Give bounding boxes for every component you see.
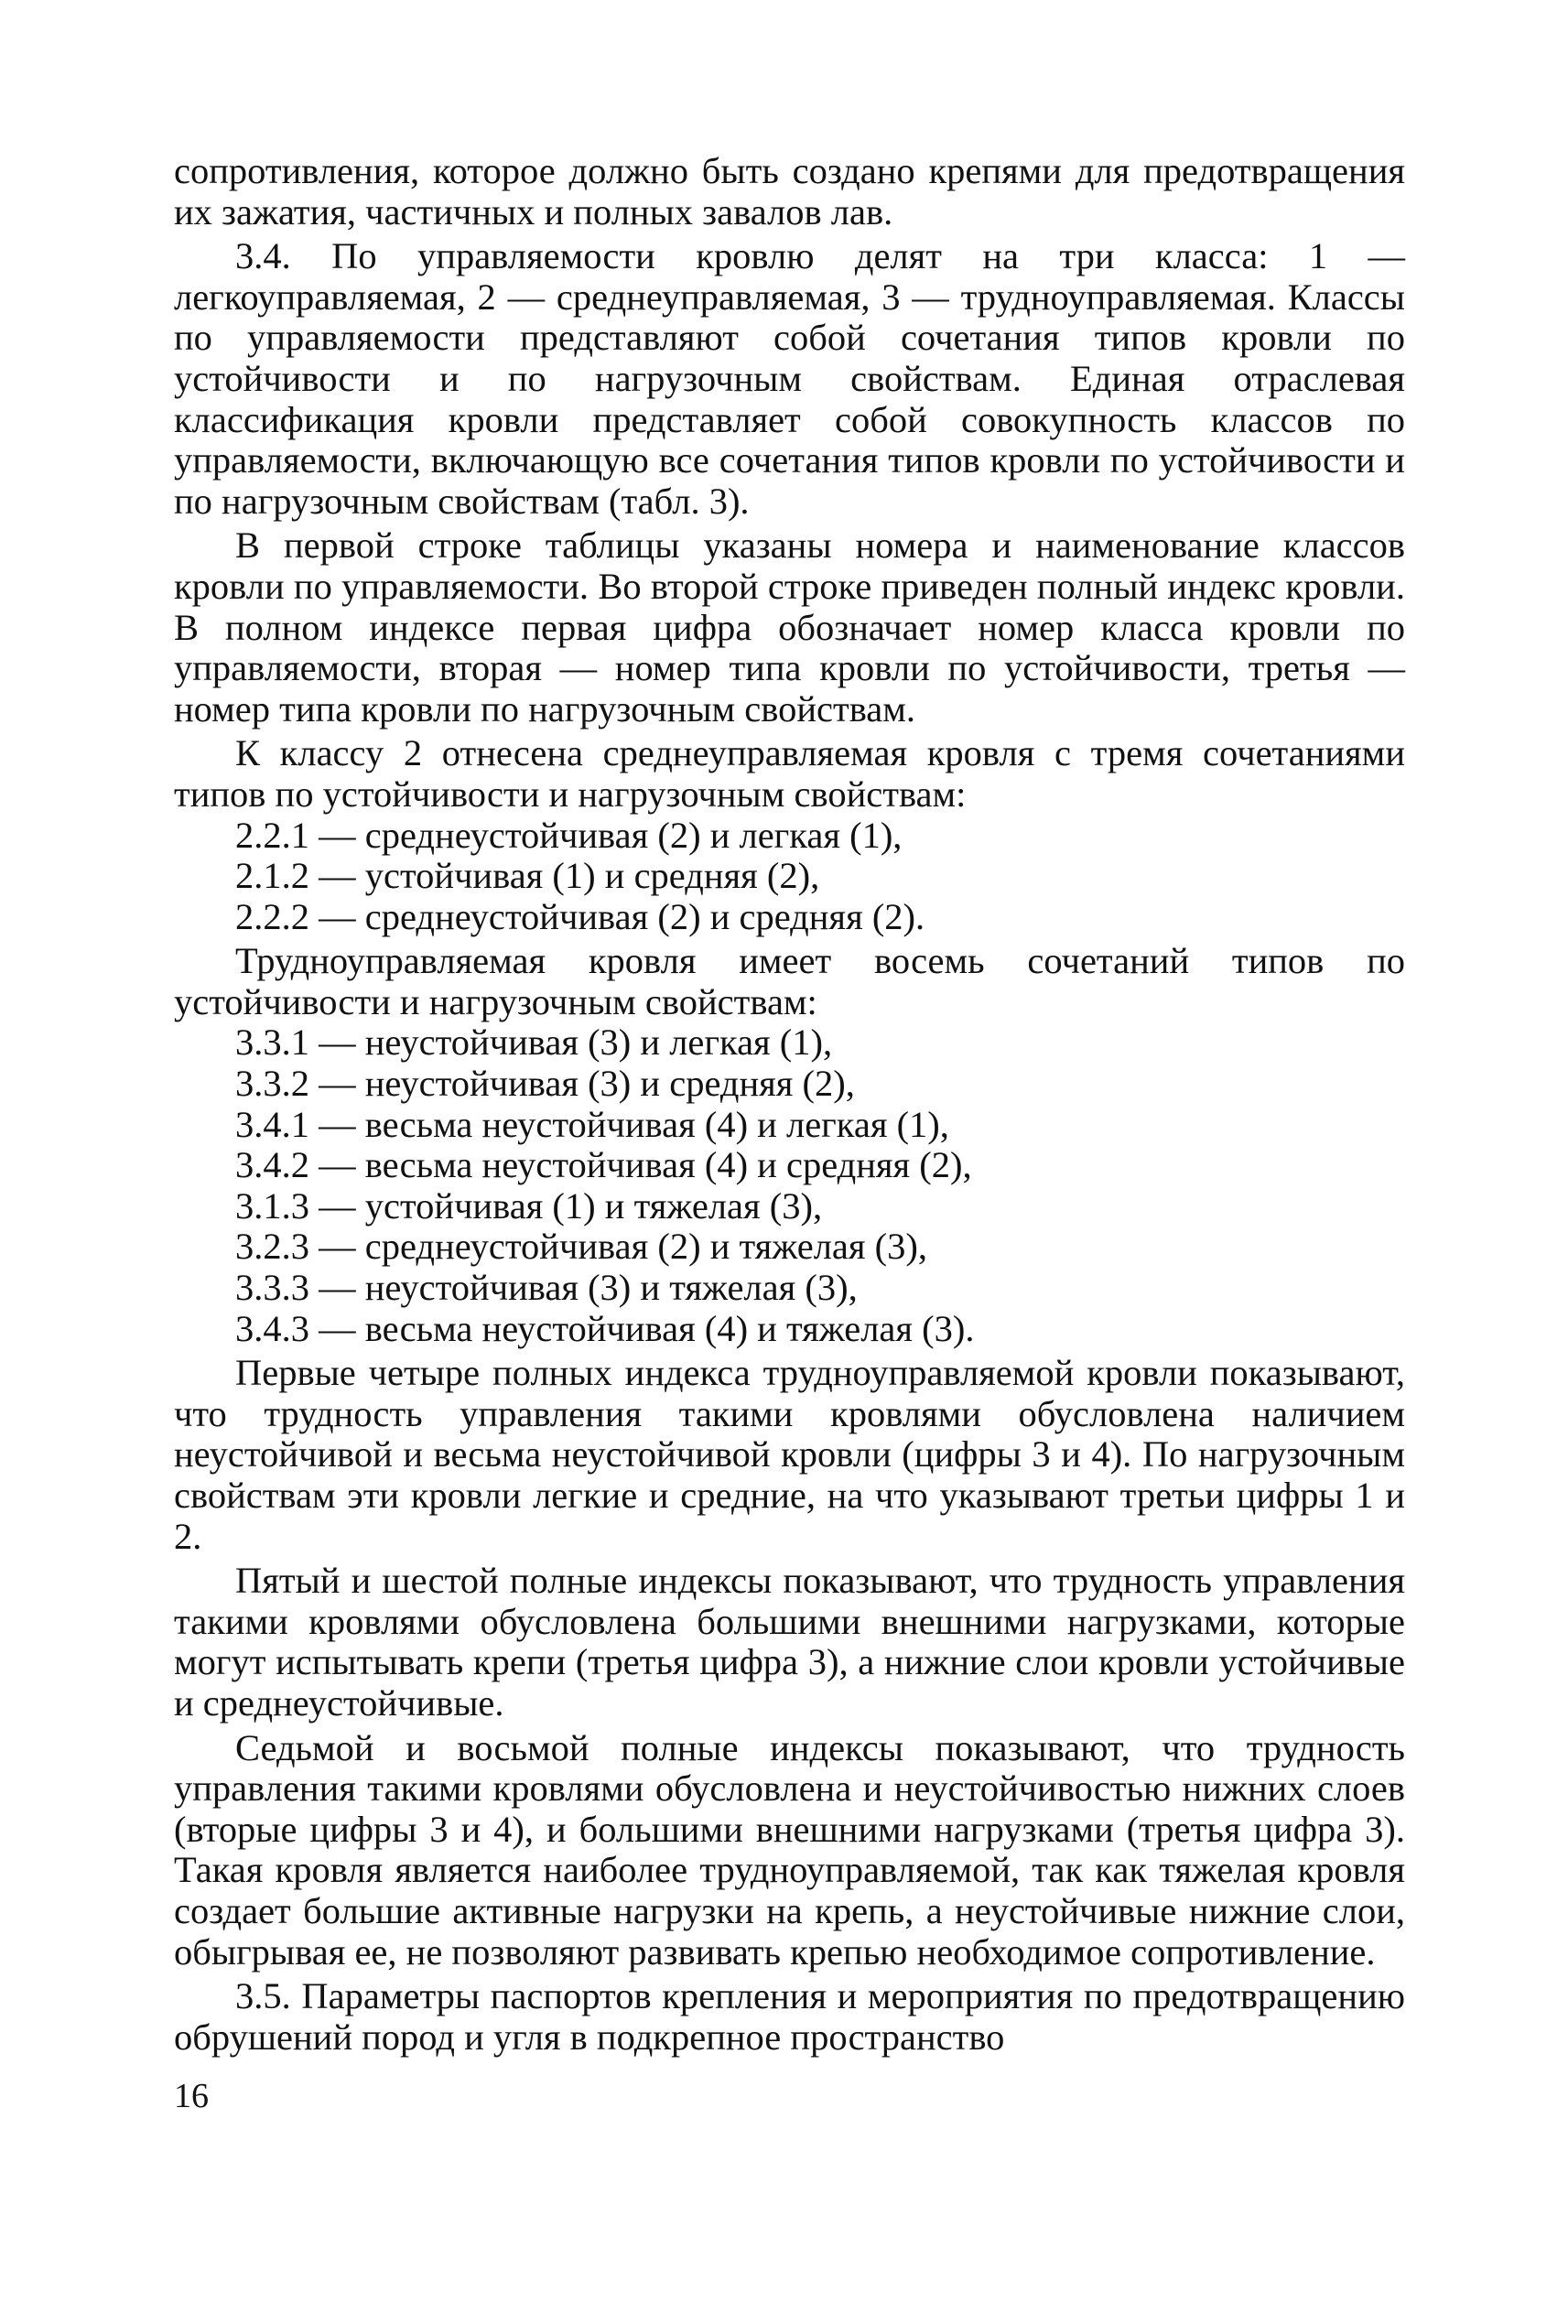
paragraph-table-rows: В первой строке таблицы указаны номера и наименование классов кровли по управляемости. Во второй строке приведен полный индекс кровли. В полном индексе первая цифра обозначает номер класса кровли по управляемости, вторая — номер типа кровли по устойчивости, третья — номер типа кровли по нагрузочным свойствам. [174,524,1405,730]
paragraph-class-3: Трудноуправляемая кровля имеет восемь сочетаний типов по устойчивости и нагрузочным свойствам: [174,940,1405,1022]
list-item-class-3: 3.4.1 — весьма неустойчивая (4) и легкая (1), [235,1103,949,1145]
list-item-class-2: 2.1.2 — устойчивая (1) и средняя (2), [235,855,820,897]
page-number: 16 [174,2077,209,2116]
list-item-class-3: 3.3.1 — неустойчивая (3) и легкая (1), [235,1021,833,1064]
paragraph-3-4: 3.4. По управляемости кровлю делят на три класса: 1 — легкоуправляемая, 2 — среднеуправляемая, 3 — трудноуправляемая. Классы по управляемости представляют собой сочетания типов кровли по устойчивости и по нагрузочным свойствам. Единая отраслевая классификация кровли представляет собой совокупность классов по управляемости, включающую все сочетания типов кровли по устойчивости и по нагрузочным свойствам (табл. 3). [174,235,1405,522]
paragraph-3-5: 3.5. Параметры паспортов крепления и мероприятия по предотвращению обрушений пород и угля в подкрепное пространство [174,1975,1405,2058]
list-item-class-3: 3.2.3 — среднеустойчивая (2) и тяжелая (3), [235,1226,927,1268]
list-item-class-3: 3.3.2 — неустойчивая (3) и средняя (2), [235,1063,855,1105]
paragraph-class-2: К классу 2 отнесена среднеуправляемая кровля с тремя сочетаниями типов по устойчивости и нагрузочным свойствам: [174,732,1405,815]
paragraph-fifth-sixth: Пятый и шестой полные индексы показывают, что трудность управления такими кровлями обусловлена большими внешними нагрузками, которые могут испытывать крепи (третья цифра 3), а нижние слои кровли устойчивые и среднеустойчивые. [174,1560,1405,1724]
list-item-class-2: 2.2.1 — среднеустойчивая (2) и легкая (1), [235,814,903,856]
list-item-class-3: 3.4.3 — весьма неустойчивая (4) и тяжелая (3). [235,1307,975,1349]
document-page [174,151,1405,2256]
paragraph-continuation: сопротивления, которое должно быть создано крепями для предотвращения их зажатия, частичных и полных завалов лав. [174,150,1405,232]
list-item-class-3: 3.3.3 — неустойчивая (3) и тяжелая (3), [235,1267,858,1309]
list-item-class-3: 3.1.3 — устойчивая (1) и тяжелая (3), [235,1184,823,1227]
list-item-class-2: 2.2.2 — среднеустойчивая (2) и средняя (2). [235,895,925,937]
paragraph-seventh-eighth: Седьмой и восьмой полные индексы показывают, что трудность управления такими кровлями обусловлена и неустойчивостью нижних слоев (вторые цифры 3 и 4), и большими внешними нагрузками (третья цифра 3). Такая кровля является наиболее трудноуправляемой, так как тяжелая кровля создает большие активные нагрузки на крепь, а неустойчивые нижние слои, обыгрывая ее, не позволяют развивать крепью необходимое сопротивление. [174,1726,1405,1973]
paragraph-first-four: Первые четыре полных индекса трудноуправляемой кровли показывают, что трудность управления такими кровлями обусловлена наличием неустойчивой и весьма неустойчивой кровли (цифры 3 и 4). По нагрузочным свойствам эти кровли легкие и средние, на что указывают третьи цифры 1 и 2. [174,1352,1405,1557]
list-item-class-3: 3.4.2 — весьма неустойчивая (4) и средняя (2), [235,1144,972,1186]
